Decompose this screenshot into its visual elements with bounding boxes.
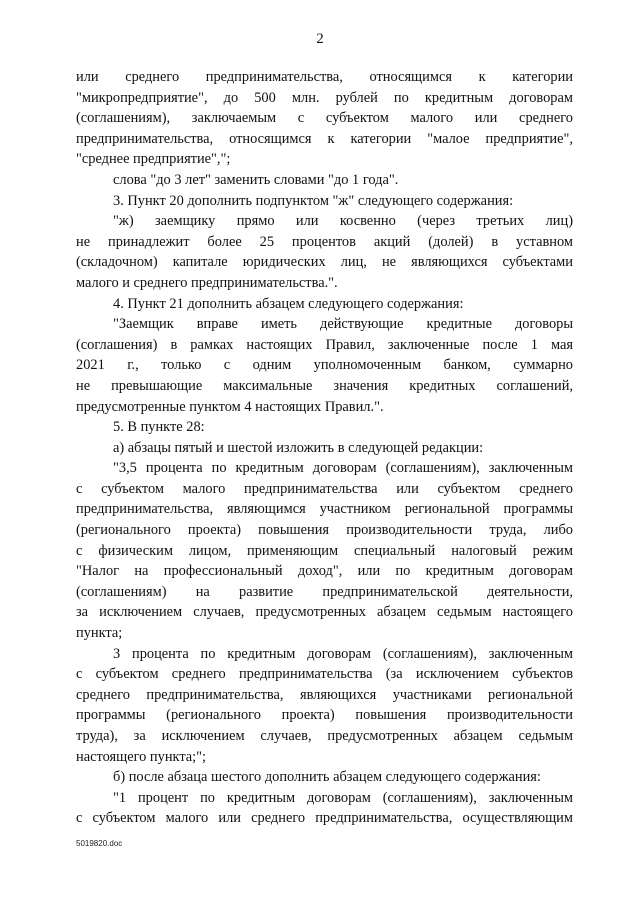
text-line: "Заемщик вправе иметь действующие кредитные договоры: [113, 316, 573, 333]
text-line: за исключением случаев, предусмотренных абзацем седьмым настоящего: [76, 604, 573, 621]
text-line: или среднего предпринимательства, относящимся к категории: [76, 69, 573, 85]
text-line: пункта;: [76, 625, 123, 642]
text-line: "Налог на профессиональный доход", или по кредитным договорам: [76, 563, 573, 580]
text-line: 3 процента по кредитным договорам (соглашениям), заключенным: [113, 645, 573, 662]
text-line: с субъектом среднего предпринимательства (за исключением субъектов: [76, 666, 573, 683]
text-line: 4. Пункт 21 дополнить абзацем следующего содержания:: [113, 295, 464, 312]
text-line: не принадлежит более 25 процентов акций (долей) в уставном: [76, 233, 573, 250]
text-line: с субъектом малого предпринимательства или субъектом среднего: [76, 480, 573, 497]
text-line: слова "до 3 лет" заменить словами "до 1 года".: [113, 171, 399, 188]
text-line: б) после абзаца шестого дополнить абзацем следующего содержания:: [113, 769, 541, 786]
text-line: "среднее предприятие",";: [76, 151, 231, 168]
text-line: (складочном) капитале юридических лиц, не являющихся субъектами: [76, 254, 573, 271]
text-line: "3,5 процента по кредитным договорам (соглашениям), заключенным: [113, 460, 573, 477]
text-line: (соглашениям), заключаемым с субъектом малого или среднего: [76, 110, 573, 127]
text-line: предусмотренные пунктом 4 настоящих Правил.".: [76, 398, 384, 415]
text-line: 3. Пункт 20 дополнить подпунктом "ж" следующего содержания:: [113, 192, 514, 209]
text-line: настоящего пункта;";: [76, 748, 207, 765]
text-line: с физическим лицом, применяющим специальный налоговый режим: [76, 542, 573, 559]
footer-filename: 5019820.doc: [76, 839, 123, 848]
text-line: не превышающие максимальные значения кредитных соглашений,: [76, 377, 573, 394]
text-line: среднего предпринимательства, являющихся участниками региональной: [76, 686, 573, 703]
document-body: [76, 67, 573, 829]
text-line: с субъектом малого или среднего предпринимательства, осуществляющим: [76, 810, 573, 827]
text-line: (соглашениям) на развитие предпринимательской деятельности,: [76, 583, 573, 600]
text-line: предпринимательства, являющимся участником региональной программы: [76, 501, 573, 518]
text-line: 2021 г., только с одним уполномоченным банком, суммарно: [76, 357, 573, 374]
text-line: "1 процент по кредитным договорам (соглашениям), заключенным: [113, 789, 573, 806]
text-line: труда), за исключением случаев, предусмотренных абзацем седьмым: [76, 728, 573, 744]
page-number: 2: [316, 31, 324, 47]
text-line: 5. В пункте 28:: [113, 419, 205, 436]
text-line: а) абзацы пятый и шестой изложить в следующей редакции:: [113, 439, 484, 456]
text-line: предпринимательства, относящимся к категории "малое предприятие",: [76, 130, 573, 147]
text-line: "микропредприятие", до 500 млн. рублей по кредитным договорам: [76, 89, 573, 106]
text-line: малого и среднего предпринимательства.".: [76, 274, 338, 291]
text-line: "ж) заемщику прямо или косвенно (через третьих лиц): [113, 213, 573, 230]
text-line: (регионального проекта) повышения производительности труда, либо: [76, 522, 573, 539]
text-line: (соглашения) в рамках настоящих Правил, заключенные после 1 мая: [76, 336, 573, 353]
text-line: программы (регионального проекта) повышения производительности: [76, 707, 573, 724]
